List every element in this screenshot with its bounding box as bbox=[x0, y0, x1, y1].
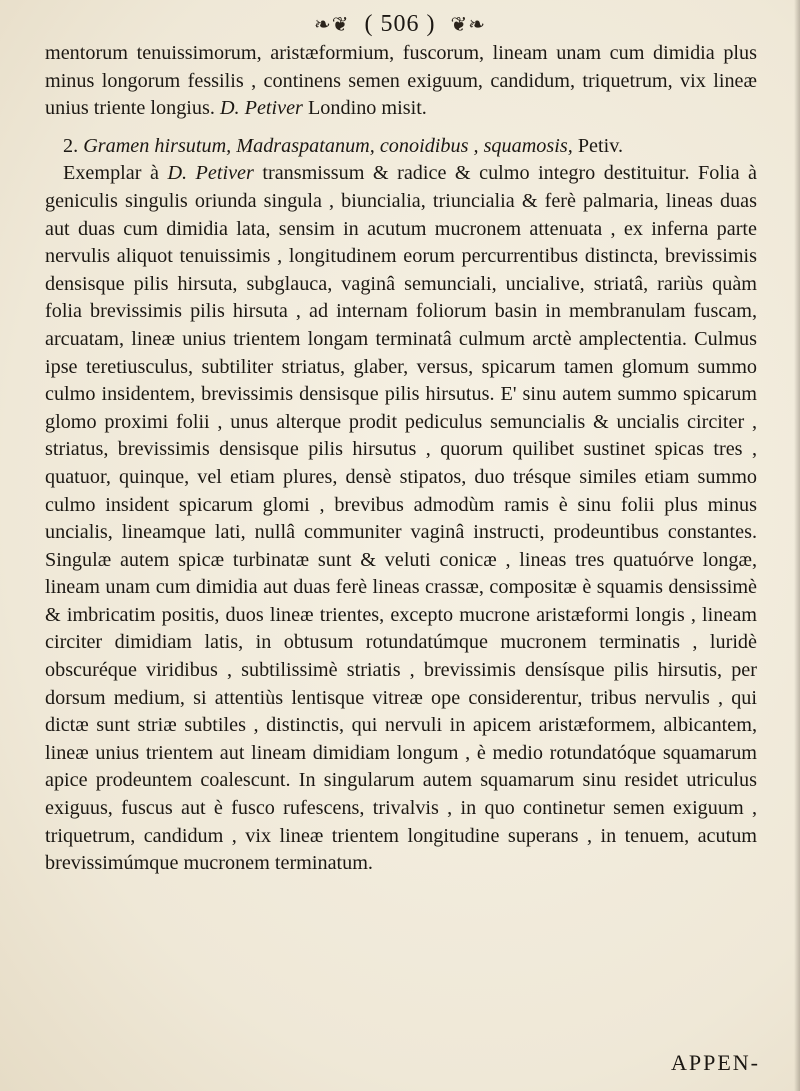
species-heading bbox=[45, 133, 757, 161]
species-title: Gramen hirsutum, Madraspatanum, conoidibus , squamosis, bbox=[83, 134, 573, 157]
paragraph-text: Exemplar à bbox=[63, 162, 168, 185]
species-author: Petiv. bbox=[572, 134, 624, 157]
person-name: D. Petiver bbox=[167, 162, 254, 185]
body-text bbox=[45, 40, 757, 878]
ornament-right-icon: ❦❧ bbox=[450, 13, 487, 36]
paragraph-text: mentorum tenuissimorum, aristæformium, fuscorum, lineam unam cum dimidia plus minus longorum fessilis , continens semen exiguum, candidum, triquetrum, vix lineæ unius triente longius. bbox=[45, 42, 757, 120]
paragraph-text: transmissum & radice & culmo integro destituitur. Folia à geniculis singulis oriunda singula , biuncialia, triuncialia & ferè palmaria, lineas duas aut duas cum dimidia lata, sensim in acutum mucronem attenuata , ex inferna parte nervulis aliquot tenuissimis , longitudinem eorum percurrentibus distincta, brevissimis densisque pilis hirsuta, subglauca, vaginâ semunciali, uncialive, striatâ, rariùs quàm folia brevissimis pilis hirsuta , ad internam foliorum basin in membranulam fuscam, arcuatam, lineæ unius trientem longam terminatâ culmum arctè amplectentia. Culmus ipse teretiusculus, subtiliter striatus, glaber, versus, spicarum tamen glomum summo culmo insidentem, brevissimis densisque pilis hirsutus. E' sinu autem summo spicarum glomo proximi folii , unus alterque prodit pediculus semuncialis & uncialis circiter , striatus, brevissimis densisque pilis hirsutus , quorum quilibet sustinet spicas tres , quatuor, quinque, vel etiam plures, densè stipatos, duo trésque similes etiam summo culmo insident spicarum glomi , brevibus admodùm ramis è sinu folii plus minus uncialis, lineamque lati, nullâ communiter vaginâ instructi, prodeuntibus constantes. Singulæ autem spicæ turbinatæ sunt & veluti conicæ , lineas tres quatuórve longæ, lineam unam cum dimidia aut duas ferè lineas crassæ, compositæ è squamis densissimè & imbricatim positis, duos lineæ trientes, excepto mucrone aristæformi longis , lineam circiter dimidiam latis, in obtusum rotundatúmque mucronem terminatis , luridè obscuréque viridibus , subtilissimè striatis , brevissimis densísque pilis hirsutis, per dorsum medium, si attentiùs lentisque vitreæ ope considerentur, tribus nervulis , qui dictæ sunt striæ subtiles , distinctis, qui nervuli in apicem aristæformem, albicantem, lineæ unius trientem aut lineam dimidiam longum , è medio rotundatóque squamarum apice prodeuntem coalescunt. In singularum autem squamarum sinu residet utriculus exiguus, fuscus aut è fusco rufescens, trivalvis , in quo continetur semen exiguum , triquetrum, candidum , vix lineæ trientem longitudine superans , in tenuem, acutum brevissimúmque mucronem terminatum. bbox=[45, 162, 758, 875]
page-edge-shadow bbox=[794, 0, 800, 1091]
page-number: ( 506 ) bbox=[364, 10, 436, 37]
page-number-value: 506 bbox=[380, 10, 420, 37]
description-paragraph bbox=[45, 160, 757, 877]
page-header bbox=[0, 10, 800, 38]
species-number: 2. bbox=[63, 134, 84, 157]
ornament-left-icon: ❧❦ bbox=[313, 13, 350, 36]
paragraph-text: Londino misit. bbox=[302, 97, 427, 120]
person-name: D. Petiver bbox=[219, 97, 303, 120]
paragraph-continuation bbox=[45, 40, 757, 123]
catchword: APPEN- bbox=[670, 1050, 760, 1075]
